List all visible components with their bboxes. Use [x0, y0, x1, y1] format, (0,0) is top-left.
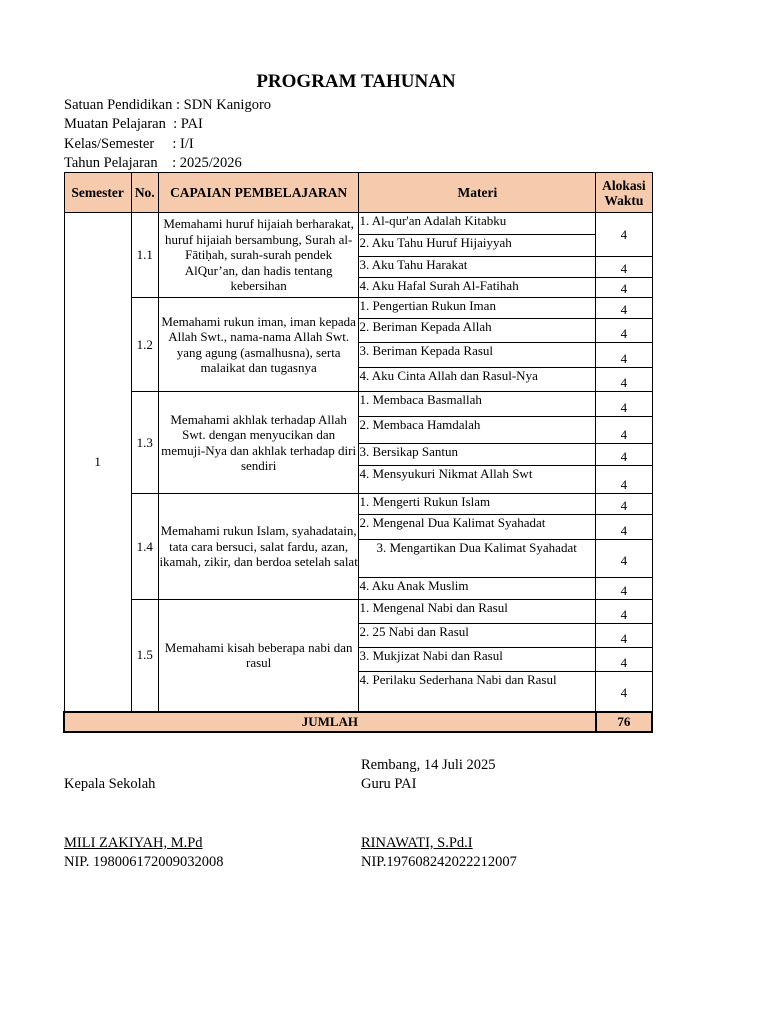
info-block	[64, 96, 271, 173]
materi-cell: 1. Membaca Basmallah	[359, 392, 596, 417]
materi-cell: 3. Bersikap Santun	[359, 444, 596, 466]
materi-cell: 2. Membaca Hamdalah	[359, 417, 596, 444]
table-row	[64, 298, 652, 319]
alokasi-cell: 4	[596, 672, 652, 712]
header-semester: Semester	[64, 173, 131, 213]
left-signatory-nip: NIP. 198006172009032008	[64, 854, 224, 870]
alokasi-cell: 4	[596, 600, 652, 624]
materi-cell: 4. Aku Cinta Allah dan Rasul-Nya	[359, 368, 596, 392]
alokasi-cell: 4	[596, 257, 652, 278]
right-signatory-nip: NIP.197608242022212007	[361, 854, 517, 870]
materi-cell: 3. Aku Tahu Harakat	[359, 257, 596, 278]
materi-cell: 2. Aku Tahu Huruf Hijaiyyah	[359, 235, 596, 257]
alokasi-cell: 4	[596, 417, 652, 444]
no-cell: 1.2	[131, 298, 158, 392]
total-value: 76	[596, 712, 652, 732]
materi-cell: 2. Beriman Kepada Allah	[359, 319, 596, 343]
materi-cell: 4. Perilaku Sederhana Nabi dan Rasul	[359, 672, 596, 712]
alokasi-cell: 4	[596, 648, 652, 672]
info-muatan-pelajaran: Muatan Pelajaran : PAI	[64, 116, 203, 133]
materi-cell: 3. Mukjizat Nabi dan Rasul	[359, 648, 596, 672]
alokasi-cell: 4	[596, 515, 652, 540]
info-tahun-pelajaran: Tahun Pelajaran : 2025/2026	[64, 154, 242, 171]
left-role: Kepala Sekolah	[64, 776, 156, 792]
no-cell: 1.5	[131, 600, 158, 712]
materi-cell: 3. Mengartikan Dua Kalimat Syahadat	[359, 540, 596, 578]
no-cell: 1.3	[131, 392, 158, 494]
table-row	[64, 392, 652, 417]
capaian-cell: Memahami kisah beberapa nabi dan rasul	[158, 600, 359, 712]
capaian-cell: Memahami akhlak terhadap Allah Swt. dengan menyucikan dan memuji-Nya dan akhlak terhadap diri sendiri	[158, 392, 359, 494]
materi-cell: 2. Mengenal Dua Kalimat Syahadat	[359, 515, 596, 540]
capaian-cell: Memahami rukun iman, iman kepada Allah Swt., nama-nama Allah Swt. yang agung (asmalhusna), serta malaikat dan tugasnya	[158, 298, 359, 392]
table-row	[64, 494, 652, 515]
capaian-cell: Memahami huruf hijaiah berharakat, huruf hijaiah bersambung, Surah al-Fātiḥah, surah-surah pendek AlQur’an, dan hadis tentang kebersihan	[158, 213, 359, 298]
no-cell: 1.4	[131, 494, 158, 600]
document-title: PROGRAM TAHUNAN	[256, 71, 456, 92]
materi-cell: 1. Pengertian Rukun Iman	[359, 298, 596, 319]
alokasi-cell: 4	[596, 578, 652, 600]
alokasi-cell: 4	[596, 319, 652, 343]
alokasi-cell: 4	[596, 343, 652, 368]
alokasi-cell: 4	[596, 278, 652, 298]
right-signatory-name: RINAWATI, S.Pd.I	[361, 835, 473, 851]
table-row	[64, 213, 652, 235]
right-role: Guru PAI	[361, 776, 417, 792]
materi-cell: 4. Aku Hafal Surah Al-Fatihah	[359, 278, 596, 298]
no-cell: 1.1	[131, 213, 158, 298]
left-signatory-name: MILI ZAKIYAH, M.Pd	[64, 835, 203, 851]
materi-cell: 1. Mengenal Nabi dan Rasul	[359, 600, 596, 624]
total-label: JUMLAH	[64, 712, 596, 732]
materi-cell: 4. Mensyukuri Nikmat Allah Swt	[359, 466, 596, 494]
capaian-cell: Memahami rukun Islam, syahadatain, tata cara bersuci, salat fardu, azan, ikamah, zikir, dan berdoa setelah salat	[158, 494, 359, 600]
materi-cell: 2. 25 Nabi dan Rasul	[359, 624, 596, 648]
program-table	[63, 172, 653, 733]
alokasi-cell: 4	[596, 444, 652, 466]
header-no: No.	[131, 173, 158, 213]
alokasi-cell: 4	[596, 466, 652, 494]
alokasi-cell: 4	[596, 213, 652, 257]
alokasi-cell: 4	[596, 392, 652, 417]
alokasi-cell: 4	[596, 368, 652, 392]
alokasi-cell: 4	[596, 624, 652, 648]
materi-cell: 3. Beriman Kepada Rasul	[359, 343, 596, 368]
info-satuan-pendidikan: Satuan Pendidikan : SDN Kanigoro	[64, 97, 272, 113]
header-materi: Materi	[359, 173, 596, 213]
alokasi-cell: 4	[596, 494, 652, 515]
table-row	[64, 600, 652, 624]
place-date: Rembang, 14 Juli 2025	[361, 757, 496, 773]
header-alokasi: Alokasi Waktu	[596, 173, 652, 213]
info-kelas-semester: Kelas/Semester : I/I	[64, 135, 194, 152]
alokasi-cell: 4	[596, 540, 652, 578]
materi-cell: 4. Aku Anak Muslim	[359, 578, 596, 600]
materi-cell: 1. Mengerti Rukun Islam	[359, 494, 596, 515]
materi-cell: 1. Al-qur'an Adalah Kitabku	[359, 213, 596, 235]
semester-cell: 1	[64, 213, 131, 712]
alokasi-cell: 4	[596, 298, 652, 319]
total-row	[64, 712, 652, 732]
table-header-row	[64, 173, 652, 213]
header-capaian: CAPAIAN PEMBELAJARAN	[158, 173, 359, 213]
